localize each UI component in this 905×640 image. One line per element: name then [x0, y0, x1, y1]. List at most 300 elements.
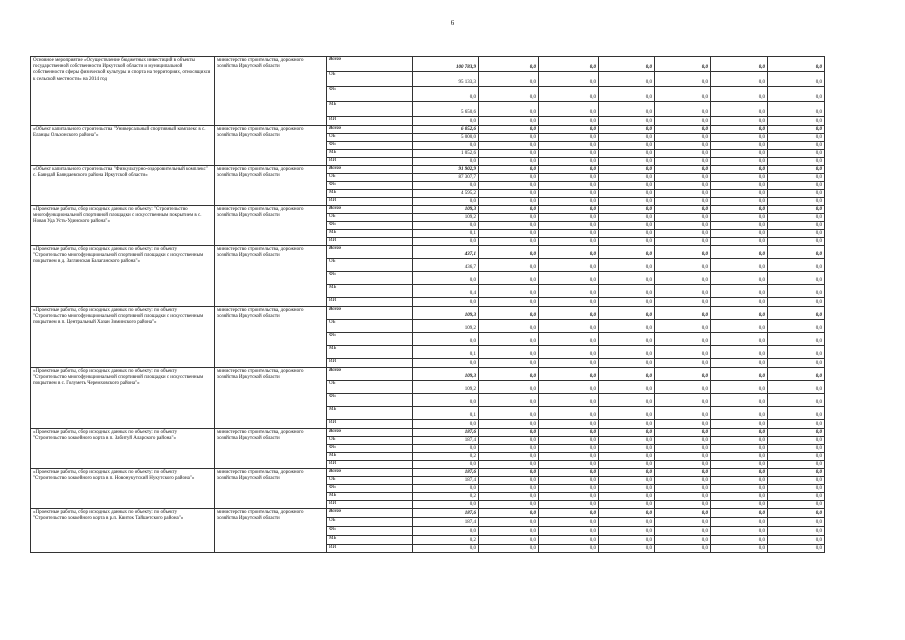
amount-cell: 0,0 [479, 346, 539, 359]
amount-cell: 0,0 [539, 259, 599, 272]
amount-cell: 0,0 [479, 509, 539, 518]
amount-cell: 0,1 [413, 346, 479, 359]
amount-cell: 0,0 [539, 394, 599, 407]
amount-cell: 0,0 [479, 272, 539, 285]
amount-cell: 0,0 [711, 238, 768, 246]
amount-cell: 0,0 [711, 198, 768, 206]
amount-cell: 0,0 [711, 445, 768, 453]
amount-cell: 0,0 [768, 453, 825, 461]
amount-cell: 0,0 [599, 469, 655, 477]
amount-cell: 0,0 [768, 198, 825, 206]
activity-name-cell: «Объект капитального строительства "Физкультурно-оздоровительный комплекс" с. Баяндай Баяндаевского района Иркутской области» [31, 166, 215, 206]
amount-cell: 0,0 [599, 298, 655, 307]
amount-cell: 0,0 [655, 368, 711, 381]
amount-cell: 0,0 [768, 126, 825, 134]
amount-cell: 0,0 [599, 320, 655, 333]
amount-cell: 0,0 [711, 166, 768, 174]
amount-cell: 0,0 [655, 272, 711, 285]
amount-cell: 0,0 [539, 166, 599, 174]
amount-cell: 0,0 [711, 142, 768, 150]
amount-cell: 0,0 [711, 501, 768, 509]
responsible-executor-cell: министерство строительства, дорожного хозяйства Иркутской области [215, 57, 327, 126]
amount-cell: 0,0 [479, 536, 539, 545]
amount-cell: 0,0 [768, 307, 825, 320]
amount-cell: 0,0 [655, 214, 711, 222]
amount-cell: 0,0 [479, 545, 539, 553]
amount-cell: 187,6 [413, 429, 479, 437]
amount-cell: 187,4 [413, 477, 479, 485]
amount-cell: 0,0 [768, 87, 825, 102]
amount-cell: 0,0 [413, 333, 479, 346]
amount-cell: 0,0 [711, 394, 768, 407]
amount-cell: 0,0 [655, 461, 711, 469]
amount-cell: 0,0 [599, 445, 655, 453]
amount-cell: 0,0 [479, 117, 539, 126]
amount-cell: 0,0 [479, 429, 539, 437]
funding-source-cell: Всего [327, 126, 413, 134]
responsible-executor-cell: министерство строительства, дорожного хозяйства Иркутской области [215, 246, 327, 307]
amount-cell: 0,0 [479, 190, 539, 198]
amount-cell: 0,0 [479, 102, 539, 117]
amount-cell: 0,0 [599, 57, 655, 72]
amount-cell: 0,0 [655, 527, 711, 536]
amount-cell: 0,0 [655, 445, 711, 453]
funding-source-cell: ФБ [327, 182, 413, 190]
amount-cell: 0,0 [599, 214, 655, 222]
amount-cell: 0,0 [655, 536, 711, 545]
amount-cell: 0,0 [479, 333, 539, 346]
table-row [31, 509, 825, 518]
amount-cell: 0,0 [768, 259, 825, 272]
amount-cell: 0,0 [711, 437, 768, 445]
funding-source-cell: МБ [327, 230, 413, 238]
amount-cell: 0,0 [768, 214, 825, 222]
amount-cell: 109,2 [413, 214, 479, 222]
amount-cell: 0,0 [599, 102, 655, 117]
funding-source-cell: ФБ [327, 272, 413, 285]
amount-cell: 0,0 [479, 214, 539, 222]
amount-cell: 0,0 [655, 394, 711, 407]
amount-cell: 0,0 [768, 493, 825, 501]
table-row [31, 126, 825, 134]
amount-cell: 0,0 [479, 461, 539, 469]
amount-cell: 0,0 [768, 117, 825, 126]
amount-cell: 0,0 [711, 285, 768, 298]
amount-cell: 0,0 [539, 307, 599, 320]
amount-cell: 0,0 [768, 298, 825, 307]
amount-cell: 0,0 [413, 485, 479, 493]
amount-cell: 0,0 [768, 536, 825, 545]
amount-cell: 0,0 [479, 246, 539, 259]
amount-cell: 0,0 [711, 333, 768, 346]
amount-cell: 0,0 [479, 174, 539, 182]
budget-table [30, 56, 825, 553]
amount-cell: 0,0 [539, 134, 599, 142]
amount-cell: 0,0 [768, 166, 825, 174]
table-row [31, 368, 825, 381]
amount-cell: 187,6 [413, 469, 479, 477]
amount-cell: 0,0 [539, 238, 599, 246]
amount-cell: 0,0 [768, 142, 825, 150]
amount-cell: 109,3 [413, 368, 479, 381]
amount-cell: 0,0 [655, 182, 711, 190]
amount-cell: 0,0 [655, 381, 711, 394]
amount-cell: 0,0 [711, 420, 768, 429]
activity-name-cell: «Проектные работы, сбор исходных данных по объекту: "Строительство многофункциональной спортивной площадки с искусственным покрытием в с. Новая Уда Усть-Удинского района"» [31, 206, 215, 246]
amount-cell: 0,0 [768, 527, 825, 536]
amount-cell: 0,0 [479, 320, 539, 333]
amount-cell: 0,0 [655, 298, 711, 307]
amount-cell: 0,0 [539, 536, 599, 545]
amount-cell: 0,0 [599, 150, 655, 158]
amount-cell: 109,3 [413, 307, 479, 320]
funding-source-cell: ФБ [327, 222, 413, 230]
amount-cell: 0,0 [599, 259, 655, 272]
funding-source-cell: Всего [327, 307, 413, 320]
funding-source-cell: ФБ [327, 142, 413, 150]
amount-cell: 0,0 [539, 477, 599, 485]
amount-cell: 0,0 [539, 461, 599, 469]
table-row [31, 307, 825, 320]
funding-source-cell: ОБ [327, 134, 413, 142]
responsible-executor-cell: министерство строительства, дорожного хозяйства Иркутской области [215, 509, 327, 553]
amount-cell: 0,0 [599, 182, 655, 190]
amount-cell: 0,0 [599, 394, 655, 407]
funding-source-cell: ФБ [327, 485, 413, 493]
amount-cell: 0,0 [711, 214, 768, 222]
amount-cell: 0,0 [768, 368, 825, 381]
amount-cell: 0,0 [599, 509, 655, 518]
funding-source-cell: ИИ [327, 461, 413, 469]
funding-source-cell: Всего [327, 368, 413, 381]
amount-cell: 0,0 [479, 527, 539, 536]
amount-cell: 0,0 [655, 477, 711, 485]
amount-cell: 0,0 [711, 527, 768, 536]
amount-cell: 0,0 [599, 536, 655, 545]
amount-cell: 0,0 [599, 198, 655, 206]
responsible-executor-cell: министерство строительства, дорожного хозяйства Иркутской области [215, 368, 327, 429]
funding-source-cell: ФБ [327, 527, 413, 536]
amount-cell: 0,0 [711, 407, 768, 420]
amount-cell: 0,0 [413, 420, 479, 429]
amount-cell: 0,0 [413, 394, 479, 407]
amount-cell: 0,0 [599, 142, 655, 150]
funding-source-cell: ИИ [327, 359, 413, 368]
amount-cell: 109,2 [413, 381, 479, 394]
amount-cell: 0,0 [599, 87, 655, 102]
amount-cell: 0,0 [479, 368, 539, 381]
amount-cell: 0,0 [413, 461, 479, 469]
amount-cell: 187,4 [413, 437, 479, 445]
amount-cell: 0,0 [655, 246, 711, 259]
activity-name-cell: «Проектные работы, сбор исходных данных по объекту: по объекту "Строительство хоккейного корта в п. Забитуй Аларского района"» [31, 429, 215, 469]
table-row [31, 429, 825, 437]
amount-cell: 0,0 [711, 259, 768, 272]
amount-cell: 0,0 [599, 285, 655, 298]
amount-cell: 0,0 [599, 238, 655, 246]
amount-cell: 0,0 [539, 87, 599, 102]
amount-cell: 0,0 [539, 206, 599, 214]
amount-cell: 0,0 [539, 222, 599, 230]
amount-cell: 5 650,6 [413, 102, 479, 117]
amount-cell: 0,0 [539, 346, 599, 359]
amount-cell: 0,0 [655, 206, 711, 214]
amount-cell: 0,0 [479, 206, 539, 214]
amount-cell: 0,0 [655, 57, 711, 72]
amount-cell: 0,0 [768, 545, 825, 553]
amount-cell: 0,0 [711, 518, 768, 527]
amount-cell: 0,0 [599, 485, 655, 493]
amount-cell: 0,0 [711, 126, 768, 134]
amount-cell: 0,1 [413, 407, 479, 420]
amount-cell: 0,0 [768, 445, 825, 453]
amount-cell: 0,0 [599, 518, 655, 527]
amount-cell: 0,0 [479, 238, 539, 246]
amount-cell: 0,0 [413, 158, 479, 166]
funding-source-cell: ИИ [327, 545, 413, 553]
amount-cell: 0,0 [479, 469, 539, 477]
amount-cell: 0,0 [599, 206, 655, 214]
amount-cell: 0,0 [599, 407, 655, 420]
responsible-executor-cell: министерство строительства, дорожного хозяйства Иркутской области [215, 166, 327, 206]
amount-cell: 0,0 [413, 527, 479, 536]
amount-cell: 0,0 [599, 493, 655, 501]
amount-cell: 0,0 [711, 182, 768, 190]
amount-cell: 0,0 [655, 126, 711, 134]
funding-source-cell: ФБ [327, 333, 413, 346]
amount-cell: 0,0 [413, 117, 479, 126]
funding-source-cell: Всего [327, 509, 413, 518]
amount-cell: 0,0 [479, 437, 539, 445]
amount-cell: 0,0 [479, 477, 539, 485]
amount-cell: 0,4 [413, 285, 479, 298]
amount-cell: 0,0 [539, 469, 599, 477]
amount-cell: 0,0 [539, 493, 599, 501]
amount-cell: 0,0 [599, 307, 655, 320]
amount-cell: 0,0 [539, 57, 599, 72]
amount-cell: 0,0 [413, 272, 479, 285]
amount-cell: 0,0 [655, 407, 711, 420]
amount-cell: 0,0 [655, 198, 711, 206]
amount-cell: 0,0 [655, 158, 711, 166]
amount-cell: 0,0 [479, 142, 539, 150]
amount-cell: 0,0 [711, 174, 768, 182]
amount-cell: 0,0 [539, 509, 599, 518]
amount-cell: 436,7 [413, 259, 479, 272]
amount-cell: 0,0 [413, 87, 479, 102]
funding-source-cell: ОБ [327, 437, 413, 445]
funding-source-cell: ИИ [327, 501, 413, 509]
amount-cell: 0,0 [768, 437, 825, 445]
amount-cell: 109,3 [413, 206, 479, 214]
amount-cell: 0,0 [768, 333, 825, 346]
amount-cell: 0,0 [413, 222, 479, 230]
amount-cell: 0,0 [599, 230, 655, 238]
amount-cell: 0,0 [479, 518, 539, 527]
amount-cell: 0,0 [479, 150, 539, 158]
responsible-executor-cell: министерство строительства, дорожного хозяйства Иркутской области [215, 126, 327, 166]
amount-cell: 0,0 [768, 469, 825, 477]
amount-cell: 0,0 [711, 134, 768, 142]
amount-cell: 0,0 [539, 333, 599, 346]
amount-cell: 0,0 [539, 102, 599, 117]
amount-cell: 0,0 [768, 429, 825, 437]
amount-cell: 4 595,2 [413, 190, 479, 198]
amount-cell: 187,6 [413, 509, 479, 518]
amount-cell: 0,0 [711, 102, 768, 117]
amount-cell: 0,1 [413, 230, 479, 238]
amount-cell: 0,0 [768, 158, 825, 166]
amount-cell: 0,0 [479, 394, 539, 407]
amount-cell: 0,0 [539, 381, 599, 394]
amount-cell: 0,0 [479, 182, 539, 190]
amount-cell: 0,0 [479, 259, 539, 272]
amount-cell: 0,0 [539, 320, 599, 333]
amount-cell: 0,0 [479, 126, 539, 134]
amount-cell: 0,0 [655, 469, 711, 477]
amount-cell: 0,0 [413, 182, 479, 190]
amount-cell: 0,0 [711, 493, 768, 501]
amount-cell: 0,0 [539, 117, 599, 126]
amount-cell: 0,0 [539, 518, 599, 527]
amount-cell: 0,0 [479, 381, 539, 394]
funding-source-cell: ИИ [327, 420, 413, 429]
amount-cell: 0,0 [711, 230, 768, 238]
amount-cell: 0,0 [599, 346, 655, 359]
amount-cell: 0,0 [539, 437, 599, 445]
amount-cell: 0,0 [539, 485, 599, 493]
amount-cell: 0,0 [655, 453, 711, 461]
amount-cell: 0,0 [655, 420, 711, 429]
amount-cell: 0,0 [711, 469, 768, 477]
amount-cell: 0,0 [768, 320, 825, 333]
amount-cell: 0,0 [479, 87, 539, 102]
responsible-executor-cell: министерство строительства, дорожного хозяйства Иркутской области [215, 469, 327, 509]
amount-cell: 0,0 [768, 57, 825, 72]
activity-name-cell: «Проектные работы, сбор исходных данных по объекту: по объекту "Строительство хоккейного корта в р.п. Квиток Тайшетского района"» [31, 509, 215, 553]
amount-cell: 0,0 [768, 102, 825, 117]
amount-cell: 0,0 [539, 285, 599, 298]
amount-cell: 0,0 [479, 166, 539, 174]
amount-cell: 95 133,3 [413, 72, 479, 87]
amount-cell: 0,0 [413, 142, 479, 150]
amount-cell: 0,0 [599, 272, 655, 285]
amount-cell: 0,0 [413, 298, 479, 307]
funding-source-cell: ОБ [327, 174, 413, 182]
amount-cell: 0,0 [539, 150, 599, 158]
amount-cell: 0,0 [711, 381, 768, 394]
amount-cell: 0,0 [711, 206, 768, 214]
amount-cell: 91 902,9 [413, 166, 479, 174]
amount-cell: 0,0 [655, 518, 711, 527]
amount-cell: 0,0 [655, 501, 711, 509]
amount-cell: 0,0 [413, 545, 479, 553]
table-row [31, 246, 825, 259]
amount-cell: 0,0 [413, 198, 479, 206]
amount-cell: 0,2 [413, 453, 479, 461]
amount-cell: 0,0 [599, 368, 655, 381]
amount-cell: 0,0 [655, 222, 711, 230]
amount-cell: 0,0 [711, 485, 768, 493]
funding-source-cell: ИИ [327, 198, 413, 206]
amount-cell: 437,1 [413, 246, 479, 259]
amount-cell: 0,0 [655, 166, 711, 174]
amount-cell: 0,0 [539, 246, 599, 259]
funding-source-cell: ФБ [327, 87, 413, 102]
page-number: 6 [450, 19, 455, 27]
amount-cell: 0,0 [599, 72, 655, 87]
amount-cell: 0,0 [539, 298, 599, 307]
amount-cell: 0,0 [539, 198, 599, 206]
amount-cell: 0,0 [479, 501, 539, 509]
amount-cell: 0,0 [711, 150, 768, 158]
funding-source-cell: ИИ [327, 117, 413, 126]
amount-cell: 0,0 [479, 158, 539, 166]
amount-cell: 0,0 [539, 359, 599, 368]
amount-cell: 0,0 [599, 437, 655, 445]
amount-cell: 0,0 [599, 174, 655, 182]
amount-cell: 187,4 [413, 518, 479, 527]
amount-cell: 0,0 [539, 158, 599, 166]
amount-cell: 0,0 [768, 230, 825, 238]
amount-cell: 0,0 [655, 285, 711, 298]
amount-cell: 0,0 [655, 259, 711, 272]
table-row [31, 166, 825, 174]
amount-cell: 109,2 [413, 320, 479, 333]
amount-cell: 0,0 [711, 87, 768, 102]
amount-cell: 0,0 [655, 320, 711, 333]
amount-cell: 0,0 [479, 453, 539, 461]
amount-cell: 0,0 [768, 72, 825, 87]
amount-cell: 0,0 [768, 485, 825, 493]
amount-cell: 0,0 [599, 222, 655, 230]
amount-cell: 0,0 [711, 509, 768, 518]
amount-cell: 0,0 [768, 134, 825, 142]
amount-cell: 0,0 [479, 493, 539, 501]
amount-cell: 0,0 [479, 72, 539, 87]
amount-cell: 0,0 [599, 381, 655, 394]
funding-source-cell: МБ [327, 102, 413, 117]
amount-cell: 0,0 [479, 222, 539, 230]
activity-name-cell: «Проектные работы, сбор исходных данных по объекту: по объекту "Строительство многофункциональной спортивной площадки с искусственным покрытием в п. Центральный Хазан Зиминского района"» [31, 307, 215, 368]
amount-cell: 0,0 [599, 545, 655, 553]
amount-cell: 0,0 [599, 527, 655, 536]
activity-name-cell: «Проектные работы, сбор исходных данных по объекту: по объекту "Строительство многофункциональной спортивной площадки с искусственным покрытием в с. Голуметь Черемховского района"» [31, 368, 215, 429]
amount-cell: 0,0 [655, 174, 711, 182]
amount-cell: 0,0 [655, 190, 711, 198]
amount-cell: 0,0 [479, 359, 539, 368]
amount-cell: 0,0 [768, 509, 825, 518]
amount-cell: 0,0 [711, 307, 768, 320]
amount-cell: 0,0 [479, 307, 539, 320]
amount-cell: 0,0 [599, 420, 655, 429]
funding-source-cell: МБ [327, 407, 413, 420]
funding-source-cell: Всего [327, 246, 413, 259]
amount-cell: 0,0 [539, 190, 599, 198]
amount-cell: 0,0 [655, 429, 711, 437]
amount-cell: 0,0 [655, 102, 711, 117]
amount-cell: 0,0 [479, 134, 539, 142]
amount-cell: 0,0 [479, 198, 539, 206]
amount-cell: 0,0 [539, 445, 599, 453]
amount-cell: 0,0 [599, 333, 655, 346]
funding-source-cell: Всего [327, 429, 413, 437]
amount-cell: 0,0 [599, 134, 655, 142]
amount-cell: 0,0 [768, 150, 825, 158]
amount-cell: 0,0 [413, 238, 479, 246]
amount-cell: 0,0 [655, 72, 711, 87]
amount-cell: 0,0 [655, 545, 711, 553]
